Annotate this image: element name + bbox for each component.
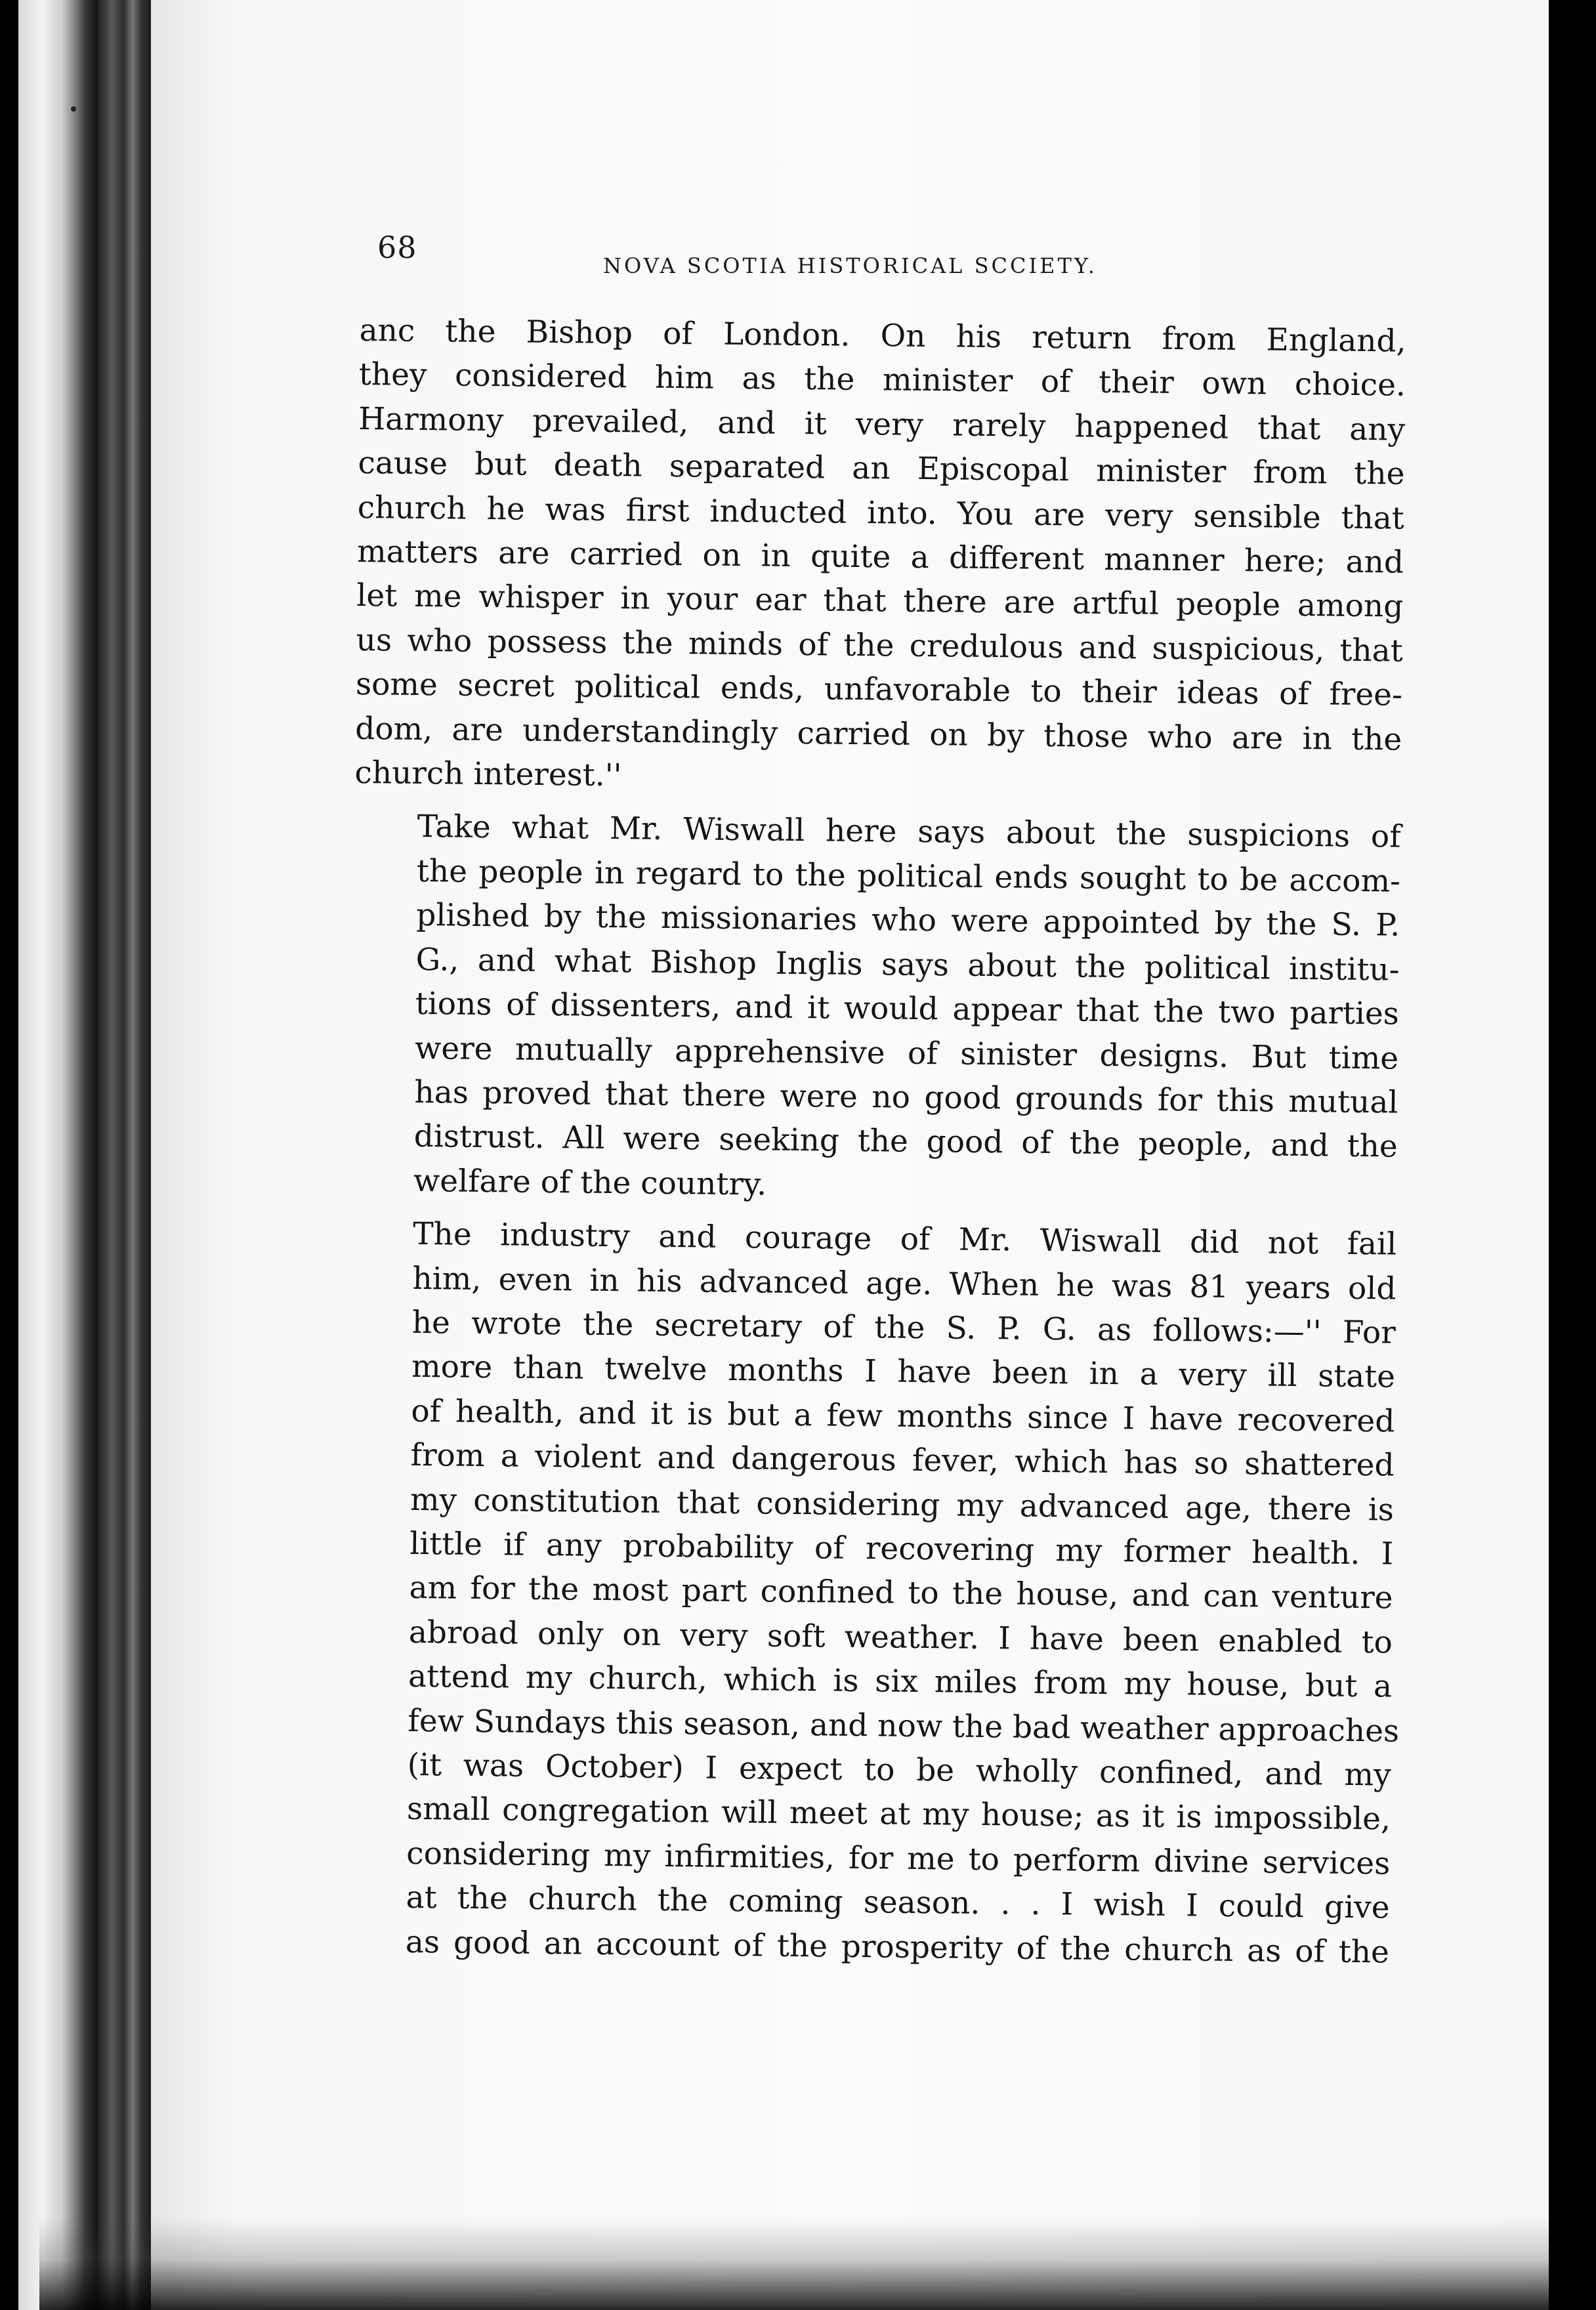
text-line: as good an account of the prosperity of the church as of the xyxy=(405,1923,1390,1971)
text-line: matters are carried on in quite a different manner here; and xyxy=(356,534,1404,581)
text-line: of health, and it is but a few months since I have recovered xyxy=(411,1393,1395,1440)
paragraph-3 xyxy=(343,1211,1400,1975)
text-line: us who possess the minds of the credulous and suspicious, that xyxy=(356,621,1403,669)
text-line: abroad only on very soft weather. I have been enabled to xyxy=(408,1614,1393,1661)
text-line: him, even in his advanced age. When he was 81 years old xyxy=(412,1260,1396,1307)
text-line: my constitution that considering my advanced age, there is xyxy=(410,1481,1395,1528)
speck-mark xyxy=(71,106,76,112)
text-line: few Sundays this season, and now the bad weather approaches xyxy=(408,1702,1400,1750)
text-line: more than twelve months I have been in a very ill state xyxy=(411,1349,1396,1395)
text-line: church he was first inducted into. You are very sensible that xyxy=(357,489,1405,537)
text-line: church interest.'' xyxy=(354,755,622,794)
text-line: Harmony prevailed, and it very rarely happened that any xyxy=(358,400,1406,448)
text-line: tions of dissenters, and it would appear that the two parties xyxy=(415,986,1400,1032)
running-head: NOVA SCOTIA HISTORICAL SCCIETY. xyxy=(603,253,1097,278)
text-line: plished by the missionaries who were appointed by the S. P. xyxy=(416,897,1400,944)
text-line: am for the most part confined to the house, and can venture xyxy=(409,1570,1393,1616)
scan-border-right xyxy=(1549,0,1596,2310)
page-number: 68 xyxy=(377,230,417,265)
text-line: let me whisper in your ear that there are artful people among xyxy=(356,578,1404,625)
text-line: anc the Bishop of London. On his return from England, xyxy=(359,312,1406,360)
text-line: they considered him as the minister of their own choice. xyxy=(358,356,1406,404)
text-line: were mutually apprehensive of sinister designs. But time xyxy=(414,1030,1399,1077)
text-line: considering my infirmities, for me to perform divine services xyxy=(406,1835,1391,1882)
book-edge-outer xyxy=(18,0,97,2310)
page-bottom-shadow xyxy=(39,2218,1549,2310)
paragraph-1 xyxy=(354,308,1406,806)
text-line: welfare of the country. xyxy=(413,1162,767,1203)
text-line: Take what Mr. Wiswall here says about the suspicions of xyxy=(417,808,1401,856)
text-line: The industry and courage of Mr. Wiswall did not fail xyxy=(412,1216,1397,1263)
text-line: (it was October) I expect to be wholly confined, and my xyxy=(407,1746,1391,1794)
text-line: little if any probability of recovering my former health. I xyxy=(410,1525,1394,1572)
text-line: the people in regard to the political ends sought to be accom- xyxy=(416,852,1401,900)
text-line: has proved that there were no good grounds for this mutual xyxy=(414,1074,1398,1121)
text-line: small congregation will meet at my house; as it is impossible, xyxy=(406,1791,1391,1838)
text-line: from a violent and dangerous fever, which has so shattered xyxy=(410,1437,1395,1484)
text-line: some secret political ends, unfavorable to their ideas of free- xyxy=(355,666,1403,713)
text-line: cause but death separated an Episcopal minister from the xyxy=(358,445,1405,492)
text-line: dom, are understandingly carried on by those who are in the xyxy=(355,710,1402,758)
text-line: at the church the coming season. . . I wish I could give xyxy=(406,1880,1390,1926)
book-spine-shadow xyxy=(97,0,156,2310)
text-line: attend my church, which is six miles from my house, but a xyxy=(408,1658,1393,1705)
paragraph-2 xyxy=(350,804,1401,1213)
text-line: G., and what Bishop Inglis says about the political institu- xyxy=(415,941,1400,988)
body-text xyxy=(343,308,1406,1975)
page-header xyxy=(377,223,1401,282)
text-line: he wrote the secretary of the S. P. G. as follows:—'' For xyxy=(411,1304,1396,1351)
text-line: distrust. All were seeking the good of the people, and the xyxy=(413,1118,1398,1165)
